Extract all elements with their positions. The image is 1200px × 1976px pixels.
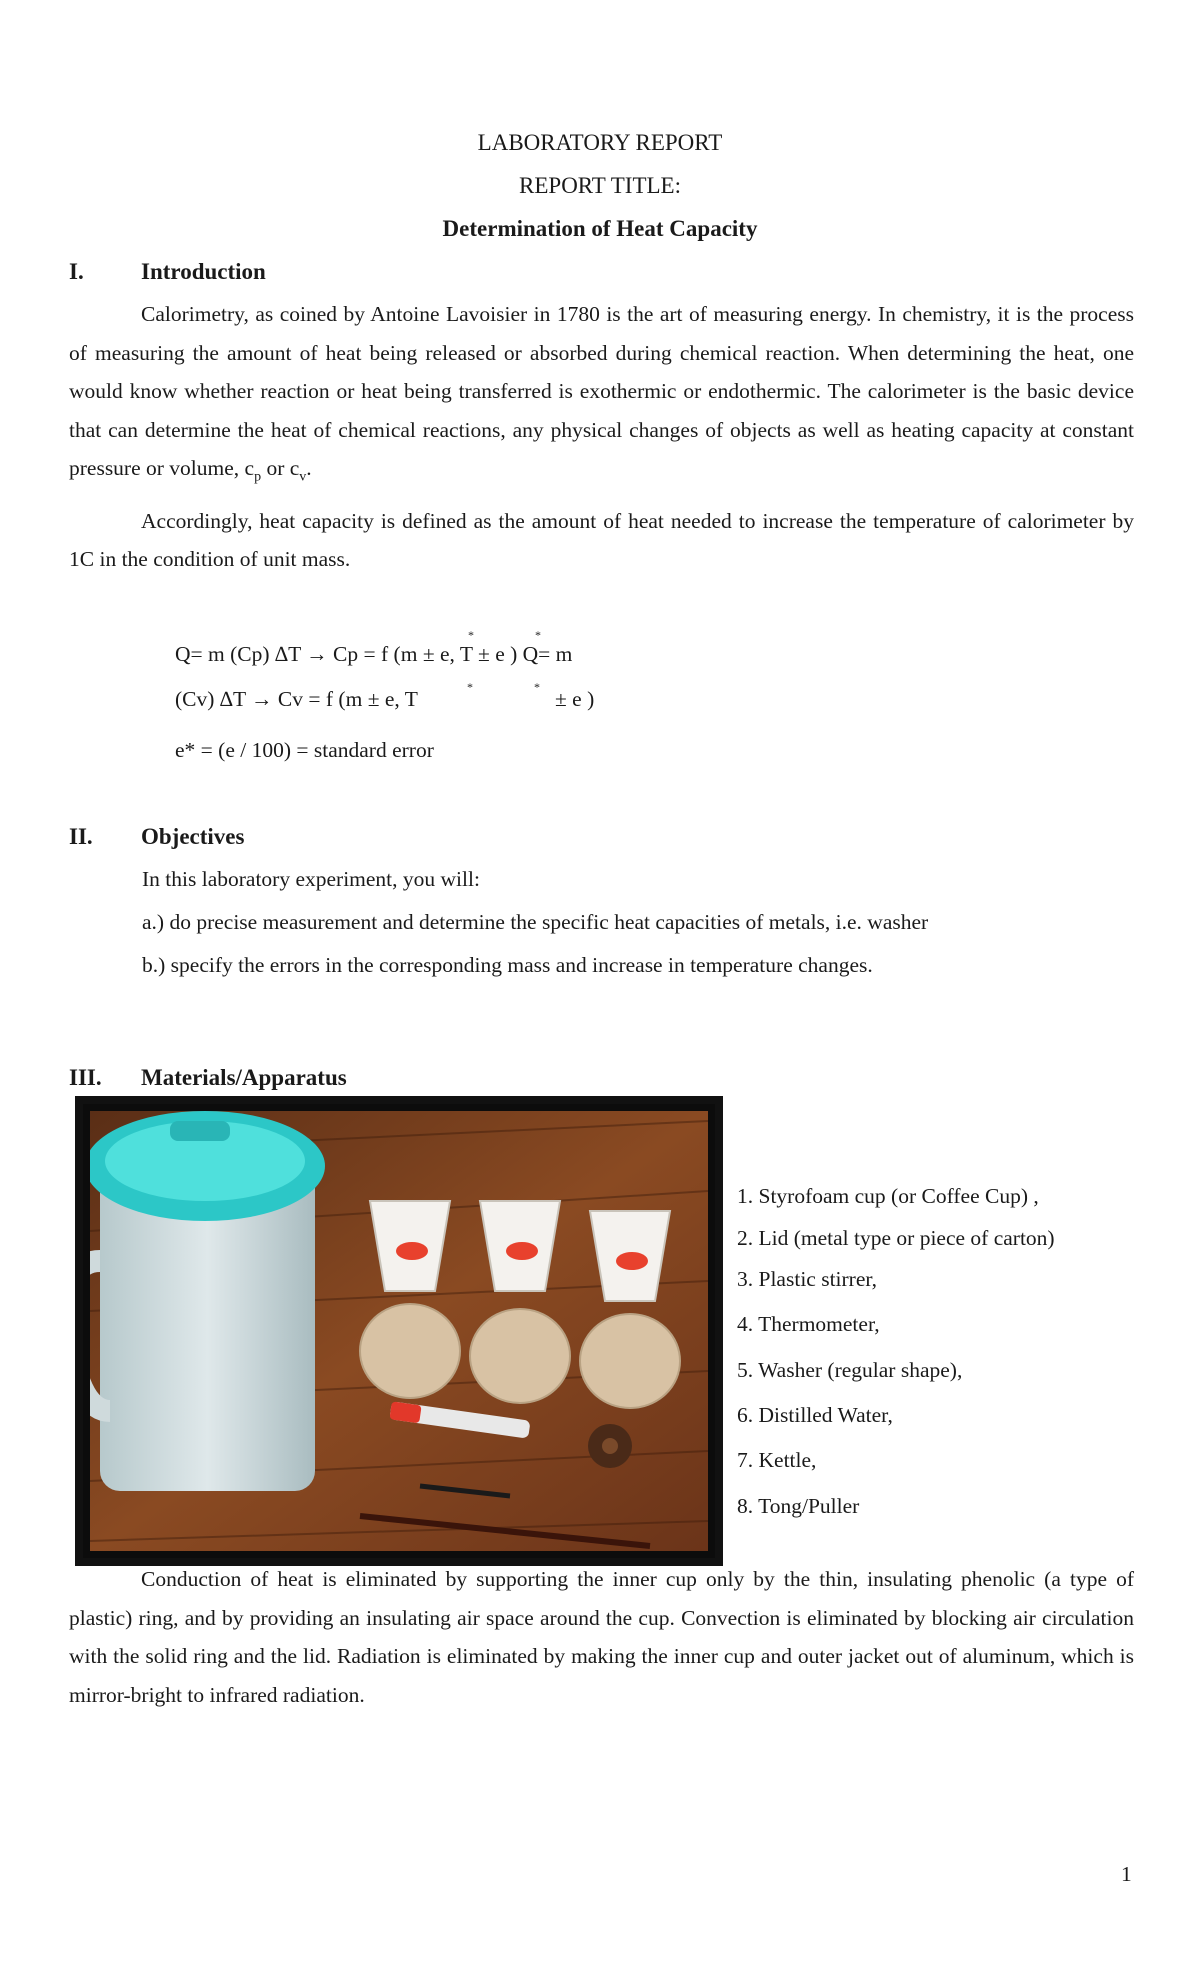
material-item: 4. Thermometer, <box>737 1312 880 1336</box>
section-number: II. <box>69 824 93 849</box>
materials-conclusion <box>69 1560 1134 1714</box>
section-title: Objectives <box>141 824 245 849</box>
superscript-star: * <box>467 680 473 694</box>
material-item: 1. Styrofoam cup (or Coffee Cup) , <box>737 1184 1039 1208</box>
material-item: 5. Washer (regular shape), <box>737 1358 963 1382</box>
report-title: Determination of Heat Capacity <box>442 216 758 241</box>
equation-line-1: Q= m (Cp) ∆T → Cp = f (m ± e, T ± e ) Q= m <box>175 642 573 666</box>
equation-line-2b: ± e ) <box>555 687 595 711</box>
section-number: I. <box>69 259 84 284</box>
section-number: III. <box>69 1065 102 1090</box>
section-title: Introduction <box>141 259 266 284</box>
apparatus-photo <box>75 1096 723 1566</box>
apparatus-photo-image <box>90 1111 708 1551</box>
equation-line-3: e* = (e / 100) = standard error <box>175 738 434 762</box>
material-item: 8. Tong/Puller <box>737 1494 860 1518</box>
page-number: 1 <box>1121 1862 1132 1886</box>
introduction-paragraph-1: Calorimetry, as coined by Antoine Lavoisier in 1780 is the art of measuring energy. In chemistry, it is the process of measuring the amount of heat being released or absorbed during chemical reaction. When determining the heat, one would know whether reaction or heat being transferred is exothermic or endothermic. The calorimeter is the basic device that can determine the heat of chemical reactions, any physical changes of objects as well as heating capacity at constant pressure or volume, $c_p$ or $c_v$. <box>69 302 1134 485</box>
report-label: LABORATORY REPORT <box>477 130 723 155</box>
introduction-paragraph-2: Accordingly, heat capacity is defined as the amount of heat needed to increase the temperature of calorimeter by 1C in the condition of unit mass. <box>69 508 1134 572</box>
introduction-body <box>69 295 1134 579</box>
superscript-star: * <box>535 628 541 642</box>
material-item: 2. Lid (metal type or piece of carton) <box>737 1226 1055 1250</box>
superscript-star: * <box>468 628 474 642</box>
objectives-intro: In this laboratory experiment, you will: <box>142 867 480 891</box>
objective-item: a.) do precise measurement and determine the specific heat capacities of metals, i.e. washer <box>142 910 929 934</box>
objective-item: b.) specify the errors in the corresponding mass and increase in temperature changes. <box>142 953 873 977</box>
superscript-star: * <box>534 680 540 694</box>
equation-line-2a: (Cv) ∆T → Cv = f (m ± e, T <box>175 687 418 711</box>
section-title: Materials/Apparatus <box>141 1065 347 1090</box>
material-item: 7. Kettle, <box>737 1448 817 1472</box>
conclusion-paragraph: Conduction of heat is eliminated by supporting the inner cup only by the thin, insulating phenolic (a type of plastic) ring, and by providing an insulating air space around the cup. Convection is eliminated by blocking air circulation with the solid ring and the lid. Radiation is eliminated by making the inner cup and outer jacket out of aluminum, which is mirror-bright to infrared radiation. <box>69 1567 1134 1707</box>
material-item: 3. Plastic stirrer, <box>737 1267 878 1291</box>
material-item: 6. Distilled Water, <box>737 1403 893 1427</box>
report-title-label: REPORT TITLE: <box>519 173 681 198</box>
